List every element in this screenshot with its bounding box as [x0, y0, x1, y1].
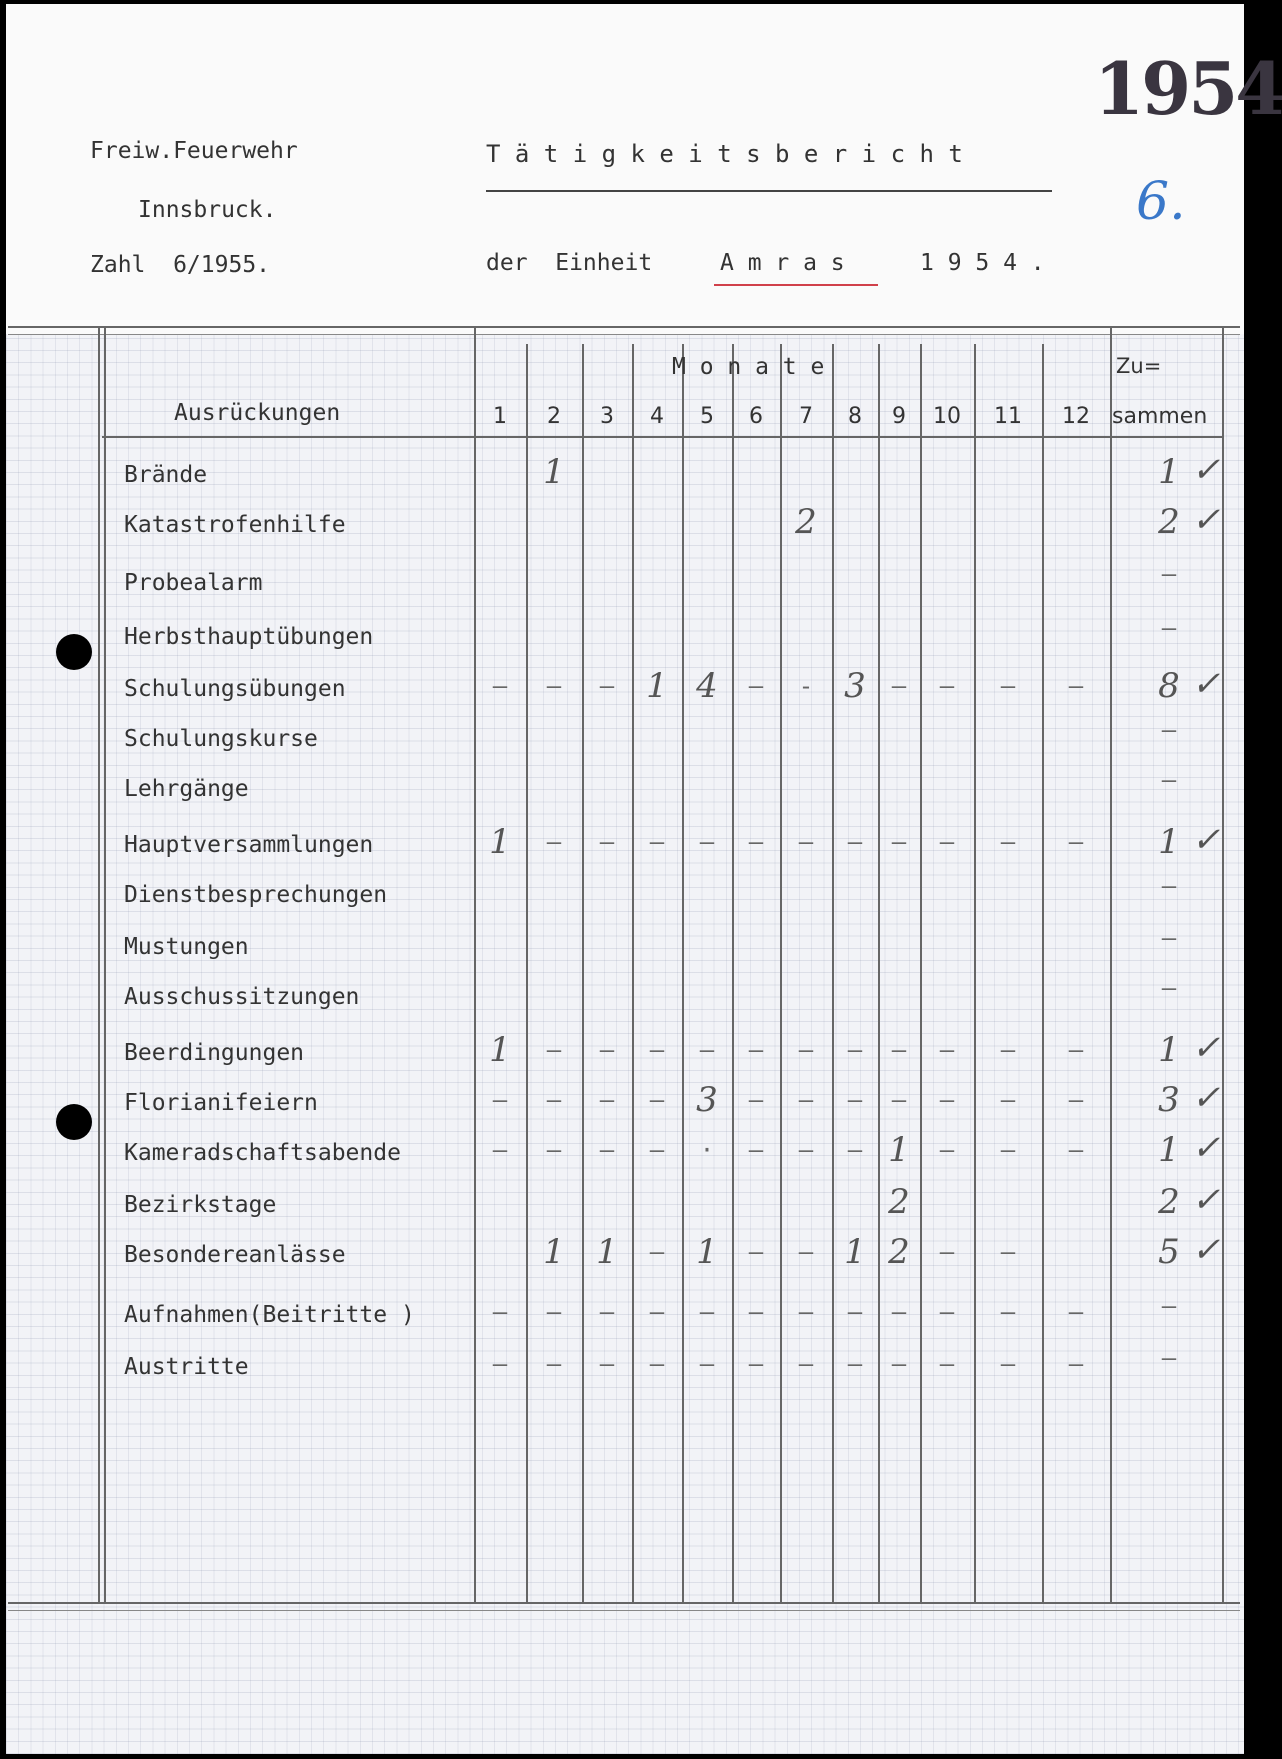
report-year: 1 9 5 4 .: [920, 250, 1045, 276]
table-column-line: [832, 344, 834, 1604]
stamp-year: 1954: [1094, 46, 1282, 131]
table-cell: –: [1068, 672, 1084, 700]
table-cell: 1: [489, 1030, 511, 1070]
table-column-line: [974, 344, 976, 1604]
table-cell: –: [546, 1136, 562, 1164]
unit-name-underline: [714, 284, 878, 286]
table-cell: –: [1068, 1350, 1084, 1378]
row-label: Austritte: [124, 1354, 249, 1380]
month-header-7: 7: [799, 404, 813, 429]
row-total: —: [1161, 872, 1177, 900]
row-total: 5: [1158, 1232, 1180, 1272]
month-header-6: 6: [749, 404, 763, 429]
row-label: Ausschussitzungen: [124, 984, 360, 1010]
row-total: 1: [1158, 822, 1180, 862]
table-cell: –: [699, 1298, 715, 1326]
table-header-divider: [102, 436, 1222, 438]
table-cell: 1: [888, 1130, 910, 1170]
table-cell: –: [891, 1086, 907, 1114]
org-line-1: Freiw.Feuerwehr: [90, 138, 298, 164]
table-cell: –: [939, 1298, 955, 1326]
table-cell: –: [599, 828, 615, 856]
table-cell: ·: [699, 1136, 715, 1164]
table-cell: –: [699, 1350, 715, 1378]
table-cell: –: [492, 1350, 508, 1378]
check-mark-icon: ✓: [1191, 1230, 1221, 1270]
table-bottom-border-2: [8, 1610, 1240, 1611]
table-cell: –: [847, 1298, 863, 1326]
row-total: 1: [1158, 1030, 1180, 1070]
table-cell: –: [891, 828, 907, 856]
table-cell: –: [798, 1238, 814, 1266]
row-total: 2: [1158, 502, 1180, 542]
row-label: Besondereanlässe: [124, 1242, 346, 1268]
table-column-line: [732, 344, 734, 1604]
table-cell: -: [798, 672, 814, 700]
table-cell: –: [939, 1238, 955, 1266]
table-column-line: [98, 326, 100, 1604]
row-label: Kameradschaftsabende: [124, 1140, 401, 1166]
check-mark-icon: ✓: [1191, 1180, 1221, 1220]
check-mark-icon: ✓: [1191, 1078, 1221, 1118]
table-cell: –: [1068, 1086, 1084, 1114]
table-cell: –: [1068, 1136, 1084, 1164]
table-cell: 1: [844, 1232, 866, 1272]
check-mark-icon: ✓: [1191, 1128, 1221, 1168]
table-cell: –: [1068, 1298, 1084, 1326]
month-header-4: 4: [650, 404, 664, 429]
table-bottom-border: [8, 1602, 1240, 1604]
table-cell: 4: [696, 666, 718, 706]
table-cell: –: [546, 672, 562, 700]
table-cell: –: [1000, 1036, 1016, 1064]
row-total: 2: [1158, 1182, 1180, 1222]
table-cell: –: [599, 1350, 615, 1378]
table-cell: –: [939, 1350, 955, 1378]
table-cell: –: [649, 1136, 665, 1164]
check-mark-icon: ✓: [1191, 450, 1221, 490]
table-cell: 3: [844, 666, 866, 706]
table-cell: –: [546, 1036, 562, 1064]
title-underline: [486, 190, 1052, 192]
document-title: T ä t i g k e i t s b e r i c h t: [486, 140, 963, 168]
row-total: —: [1161, 614, 1177, 642]
table-cell: –: [599, 1086, 615, 1114]
table-cell: –: [649, 828, 665, 856]
punch-hole: [56, 634, 92, 670]
row-label: Probealarm: [124, 570, 263, 596]
table-cell: –: [1000, 672, 1016, 700]
month-header-1: 1: [493, 404, 507, 429]
table-cell: –: [847, 1036, 863, 1064]
table-cell: –: [546, 1086, 562, 1114]
row-total: —: [1161, 766, 1177, 794]
table-cell: –: [599, 1298, 615, 1326]
table-cell: –: [649, 1086, 665, 1114]
table-cell: –: [891, 1298, 907, 1326]
document-number: Zahl 6/1955.: [90, 252, 271, 278]
table-cell: 2: [888, 1232, 910, 1272]
table-cell: –: [546, 1350, 562, 1378]
table-cell: –: [748, 1136, 764, 1164]
table-cell: –: [939, 1136, 955, 1164]
table-cell: –: [649, 1238, 665, 1266]
month-header-3: 3: [600, 404, 614, 429]
month-header-5: 5: [700, 404, 714, 429]
row-header-label: Ausrückungen: [174, 400, 341, 426]
table-cell: –: [599, 672, 615, 700]
row-total: —: [1161, 1344, 1177, 1372]
row-total: —: [1161, 716, 1177, 744]
table-cell: 2: [888, 1182, 910, 1222]
row-total: —: [1161, 974, 1177, 1002]
total-label-1: Zu=: [1116, 354, 1162, 378]
row-label: Bezirkstage: [124, 1192, 277, 1218]
table-cell: –: [798, 1136, 814, 1164]
table-cell: –: [649, 1298, 665, 1326]
document-page: [6, 4, 1282, 1754]
table-cell: 3: [696, 1080, 718, 1120]
table-cell: –: [699, 828, 715, 856]
unit-name: A m r a s: [720, 250, 845, 276]
row-total: —: [1161, 1292, 1177, 1320]
table-cell: 1: [646, 666, 668, 706]
row-label: Hauptversammlungen: [124, 832, 374, 858]
row-label: Schulungskurse: [124, 726, 318, 752]
org-line-2: Innsbruck.: [138, 197, 277, 223]
table-cell: –: [939, 828, 955, 856]
table-cell: –: [798, 1350, 814, 1378]
table-cell: 1: [596, 1232, 618, 1272]
table-cell: –: [1068, 828, 1084, 856]
table-cell: 1: [489, 822, 511, 862]
table-cell: –: [939, 672, 955, 700]
row-total: —: [1161, 924, 1177, 952]
row-total: —: [1161, 560, 1177, 588]
table-cell: 2: [795, 502, 817, 542]
table-column-line: [582, 344, 584, 1604]
punch-hole: [56, 1104, 92, 1140]
row-total: 1: [1158, 452, 1180, 492]
table-cell: 1: [696, 1232, 718, 1272]
table-column-line: [682, 344, 684, 1604]
table-cell: –: [798, 1036, 814, 1064]
row-label: Aufnahmen(Beitritte ): [124, 1302, 415, 1328]
table-column-line: [920, 344, 922, 1604]
month-header-11: 11: [994, 404, 1022, 429]
table-cell: –: [546, 828, 562, 856]
row-total: 3: [1158, 1080, 1180, 1120]
table-cell: –: [939, 1086, 955, 1114]
table-column-line: [526, 344, 528, 1604]
row-label: Lehrgänge: [124, 776, 249, 802]
page-mark: 6.: [1136, 172, 1186, 232]
month-header-12: 12: [1062, 404, 1090, 429]
row-label: Katastrofenhilfe: [124, 512, 346, 538]
table-cell: –: [1000, 1136, 1016, 1164]
table-cell: –: [1000, 828, 1016, 856]
table-cell: –: [1000, 1238, 1016, 1266]
row-label: Herbsthauptübungen: [124, 624, 374, 650]
row-total: 8: [1158, 666, 1180, 706]
table-column-line: [104, 326, 106, 1604]
row-total: 1: [1158, 1130, 1180, 1170]
table-cell: –: [847, 1136, 863, 1164]
table-cell: –: [891, 1350, 907, 1378]
table-cell: –: [847, 1350, 863, 1378]
table-column-line: [878, 344, 880, 1604]
row-label: Brände: [124, 462, 208, 488]
table-cell: –: [847, 828, 863, 856]
row-label: Dienstbesprechungen: [124, 882, 388, 908]
table-cell: –: [649, 1036, 665, 1064]
table-column-line: [474, 326, 476, 1604]
unit-prefix: der Einheit: [486, 250, 653, 276]
table-cell: –: [649, 1350, 665, 1378]
row-label: Schulungsübungen: [124, 676, 346, 702]
month-header-9: 9: [892, 404, 906, 429]
table-cell: 1: [543, 1232, 565, 1272]
table-cell: –: [492, 1086, 508, 1114]
check-mark-icon: ✓: [1191, 500, 1221, 540]
table-cell: –: [492, 1136, 508, 1164]
table-cell: –: [798, 1298, 814, 1326]
row-label: Beerdingungen: [124, 1040, 305, 1066]
table-cell: 1: [543, 452, 565, 492]
table-cell: –: [1000, 1350, 1016, 1378]
month-header-2: 2: [547, 404, 561, 429]
table-column-line: [1042, 344, 1044, 1604]
table-cell: –: [546, 1298, 562, 1326]
table-cell: –: [748, 1298, 764, 1326]
month-header-8: 8: [848, 404, 862, 429]
table-cell: –: [847, 1086, 863, 1114]
table-cell: –: [748, 1350, 764, 1378]
table-column-line: [632, 344, 634, 1604]
table-cell: –: [492, 672, 508, 700]
table-cell: –: [748, 1086, 764, 1114]
table-cell: –: [1068, 1036, 1084, 1064]
table-cell: –: [891, 672, 907, 700]
table-top-border-2: [8, 334, 1240, 335]
row-label: Florianifeiern: [124, 1090, 318, 1116]
table-cell: –: [1000, 1298, 1016, 1326]
table-column-line: [1110, 326, 1112, 1604]
table-cell: –: [748, 828, 764, 856]
check-mark-icon: ✓: [1191, 664, 1221, 704]
table-cell: –: [492, 1298, 508, 1326]
table-top-border: [8, 326, 1240, 328]
table-cell: –: [891, 1036, 907, 1064]
table-cell: –: [798, 828, 814, 856]
row-label: Mustungen: [124, 934, 249, 960]
check-mark-icon: ✓: [1191, 820, 1221, 860]
table-cell: –: [939, 1036, 955, 1064]
total-label-2: sammen: [1112, 404, 1208, 429]
table-cell: –: [699, 1036, 715, 1064]
table-cell: –: [798, 1086, 814, 1114]
table-cell: –: [1000, 1086, 1016, 1114]
table-cell: –: [599, 1136, 615, 1164]
check-mark-icon: ✓: [1191, 1028, 1221, 1068]
table-cell: –: [748, 1036, 764, 1064]
month-header-10: 10: [933, 404, 961, 429]
table-cell: –: [748, 672, 764, 700]
months-label: M o n a t e: [672, 354, 825, 380]
table-cell: –: [748, 1238, 764, 1266]
table-cell: –: [599, 1036, 615, 1064]
